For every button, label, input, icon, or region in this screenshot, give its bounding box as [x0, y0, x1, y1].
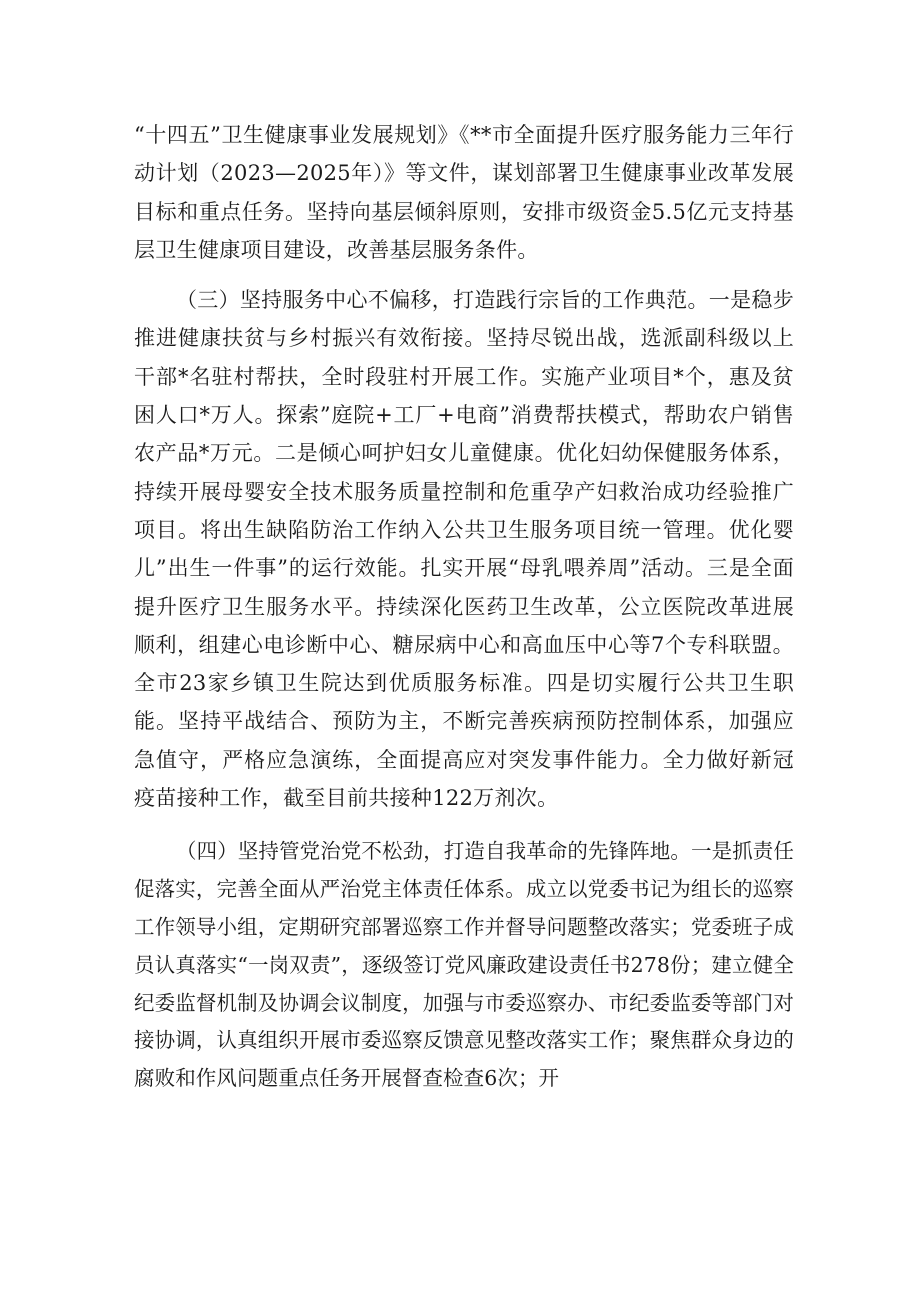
paragraph-section-four: （四）坚持管党治党不松劲，打造自我革命的先锋阵地。一是抓责任促落实，完善全面从严治党主体责任体系。成立以党委书记为组长的巡察工作领导小组，定期研究部署巡察工作并督导问题整改落实；党委班子成员认真落实“一岗双责”，逐级签订党风廉政建设责任书278份；建立健全纪委监督机制及协调会议制度，加强与市委巡察办、市纪委监委等部门对接协调，认真组织开展市委巡察反馈意见整改落实工作；聚焦群众身边的腐败和作风问题重点任务开展督查检查6次；开 — [134, 839, 794, 1091]
paragraph-section-three: （三）坚持服务中心不偏移，打造践行宗旨的工作典范。一是稳步推进健康扶贫与乡村振兴有效衔接。坚持尽锐出战，选派副科级以上干部*名驻村帮扶，全时段驻村开展工作。实施产业项目*个，惠及贫困人口*万人。探索”庭院+工厂+电商”消费帮扶模式，帮助农户销售农产品*万元。二是倾心呵护妇女儿童健康。优化妇幼保健服务体系，持续开展母婴安全技术服务质量控制和危重孕产妇救治成功经验推广项目。将出生缺陷防治工作纳入公共卫生服务项目统一管理。优化婴儿”出生一件事”的运行效能。扎实开展“母乳喂养周”活动。三是全面提升医疗卫生服务水平。持续深化医药卫生改革，公立医院改革进展顺利，组建心电诊断中心、糖尿病中心和高血压中心等7个专科联盟。全市23家乡镇卫生院达到优质服务标准。四是切实履行公共卫生职能。坚持平战结合、预防为主，不断完善疾病预防控制体系，加强应急值守，严格应急演练，全面提高应对突发事件能力。全力做好新冠疫苗接种工作，截至目前共接种122万剂次。 — [134, 288, 794, 811]
document-body — [134, 116, 794, 1098]
paragraph-continuation: “十四五”卫生健康事业发展规划》《**市全面提升医疗服务能力三年行动计划（2023—2025年）》等文件，谋划部署卫生健康事业改革发展目标和重点任务。坚持向基层倾斜原则，安排市级资金5.5亿元支持基层卫生健康项目建设，改善基层服务条件。 — [134, 123, 794, 262]
